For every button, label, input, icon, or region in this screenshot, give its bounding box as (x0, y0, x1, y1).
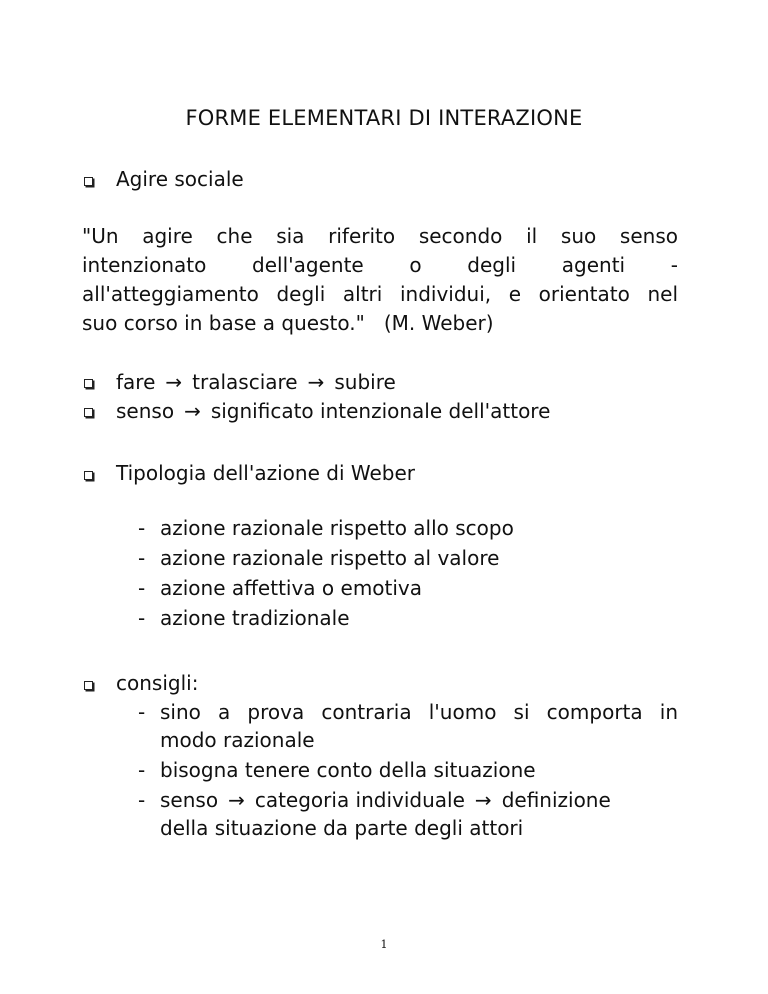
term-categoria: categoria individuale (254, 788, 465, 812)
list-item-line: della situazione da parte degli attori (160, 816, 524, 840)
term-definizione: definizione (501, 788, 611, 812)
arrow-right-icon: → (307, 370, 325, 394)
square-bullet-icon (84, 408, 93, 417)
list-item-senso (116, 398, 550, 425)
term-tralasciare: tralasciare (192, 370, 298, 394)
list-item-line: bisogna tenere conto della situazione (160, 758, 536, 782)
list-item-line (160, 787, 611, 814)
term-significato: significato intenzionale dell'attore (210, 399, 551, 423)
quote-line: intenzionato dell'agente o degli agenti - (82, 253, 678, 277)
term-senso: senso (116, 399, 175, 423)
square-bullet-icon (84, 681, 93, 690)
dash-marker: - (138, 516, 146, 540)
page-title: FORME ELEMENTARI DI INTERAZIONE (185, 106, 583, 130)
term-subire: subire (334, 370, 396, 394)
list-item-line: sino a prova contraria l'uomo si comporta in (160, 700, 678, 724)
list-item: azione affettiva o emotiva (160, 576, 423, 600)
term-fare: fare (116, 370, 156, 394)
section-heading-agire-sociale: Agire sociale (116, 167, 244, 191)
quote-line: all'atteggiamento degli altri individui, e orientato nel (82, 282, 678, 306)
arrow-right-icon: → (165, 370, 183, 394)
square-bullet-icon (84, 379, 93, 388)
dash-marker: - (138, 576, 146, 600)
arrow-right-icon: → (228, 788, 245, 812)
term-senso: senso (160, 788, 219, 812)
list-item: azione razionale rispetto al valore (160, 546, 500, 570)
list-item: azione razionale rispetto allo scopo (160, 516, 514, 540)
list-item: azione tradizionale (160, 606, 350, 630)
quote-line: "Un agire che sia riferito secondo il suo senso (82, 224, 678, 248)
list-item-line: modo razionale (160, 728, 315, 752)
square-bullet-icon (84, 471, 93, 480)
section-heading-tipologia: Tipologia dell'azione di Weber (116, 461, 415, 485)
section-heading-consigli: consigli: (116, 671, 199, 695)
list-item-fare (116, 369, 396, 396)
weber-quote (82, 222, 678, 338)
arrow-right-icon: → (474, 788, 492, 812)
dash-marker: - (138, 546, 146, 570)
dash-marker: - (138, 606, 146, 630)
dash-marker: - (138, 758, 146, 782)
dash-marker: - (138, 788, 146, 812)
page-number: 1 (380, 938, 388, 951)
arrow-right-icon: → (184, 399, 201, 423)
quote-line: suo corso in base a questo." (M. Weber) (82, 311, 494, 335)
dash-marker: - (138, 700, 146, 724)
square-bullet-icon (84, 177, 93, 186)
